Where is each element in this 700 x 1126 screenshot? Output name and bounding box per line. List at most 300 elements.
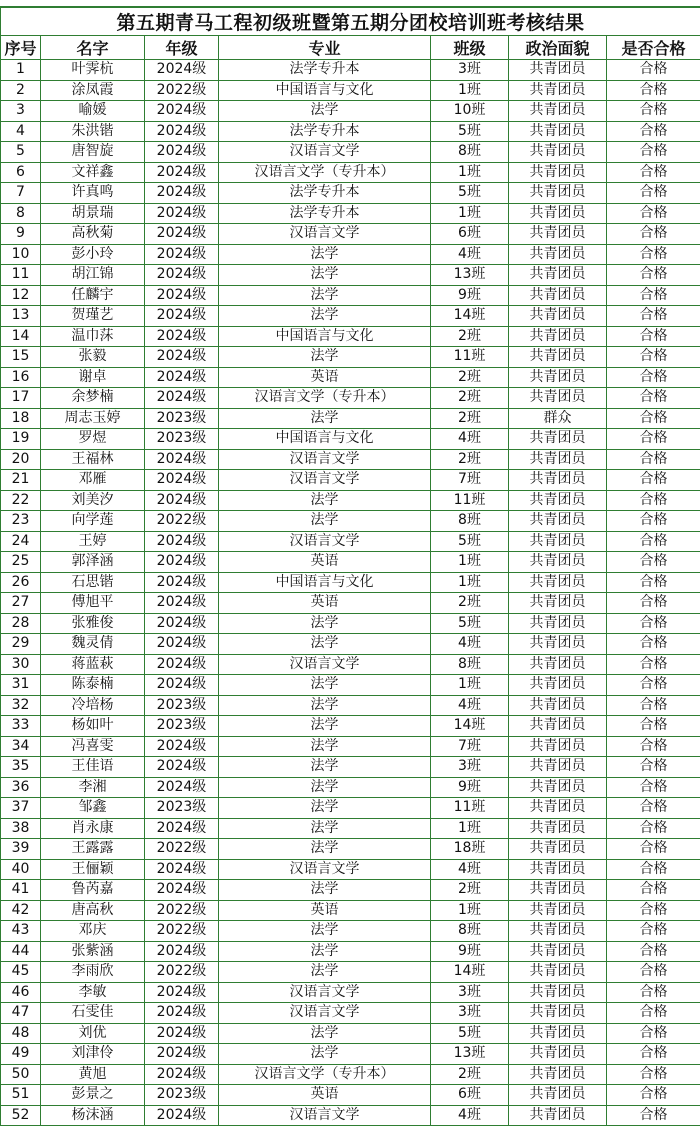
cell-class[interactable]: 2班: [431, 388, 509, 409]
cell-major[interactable]: 汉语言文学: [219, 982, 431, 1003]
cell-name[interactable]: 余梦楠: [41, 388, 145, 409]
cell-political-status[interactable]: 共青团员: [509, 490, 607, 511]
cell-major[interactable]: 汉语言文学: [219, 654, 431, 675]
cell-major[interactable]: 法学: [219, 613, 431, 634]
cell-name[interactable]: 文祥鑫: [41, 162, 145, 183]
cell-name[interactable]: 刘津伶: [41, 1044, 145, 1065]
cell-pass-status[interactable]: 合格: [607, 224, 700, 245]
cell-class[interactable]: 1班: [431, 80, 509, 101]
cell-grade[interactable]: 2024级: [145, 1023, 219, 1044]
cell-pass-status[interactable]: 合格: [607, 326, 700, 347]
cell-pass-status[interactable]: 合格: [607, 695, 700, 716]
cell-political-status[interactable]: 共青团员: [509, 1023, 607, 1044]
cell-major[interactable]: 汉语言文学（专升本）: [219, 162, 431, 183]
cell-class[interactable]: 11班: [431, 798, 509, 819]
cell-grade[interactable]: 2024级: [145, 142, 219, 163]
cell-pass-status[interactable]: 合格: [607, 60, 700, 81]
cell-political-status[interactable]: 共青团员: [509, 798, 607, 819]
cell-pass-status[interactable]: 合格: [607, 408, 700, 429]
cell-political-status[interactable]: 共青团员: [509, 777, 607, 798]
cell-serial-number[interactable]: 29: [1, 634, 41, 655]
cell-political-status[interactable]: 共青团员: [509, 285, 607, 306]
cell-serial-number[interactable]: 5: [1, 142, 41, 163]
cell-name[interactable]: 李敏: [41, 982, 145, 1003]
cell-class[interactable]: 9班: [431, 285, 509, 306]
cell-major[interactable]: 法学: [219, 941, 431, 962]
cell-pass-status[interactable]: 合格: [607, 613, 700, 634]
cell-pass-status[interactable]: 合格: [607, 798, 700, 819]
cell-pass-status[interactable]: 合格: [607, 716, 700, 737]
cell-major[interactable]: 法学: [219, 757, 431, 778]
header-class[interactable]: 班级: [431, 36, 509, 60]
cell-major[interactable]: 法学专升本: [219, 121, 431, 142]
cell-political-status[interactable]: 共青团员: [509, 449, 607, 470]
cell-serial-number[interactable]: 39: [1, 839, 41, 860]
cell-major[interactable]: 法学: [219, 1023, 431, 1044]
cell-major[interactable]: 法学: [219, 736, 431, 757]
cell-name[interactable]: 石思锴: [41, 572, 145, 593]
cell-serial-number[interactable]: 42: [1, 900, 41, 921]
cell-pass-status[interactable]: 合格: [607, 80, 700, 101]
cell-class[interactable]: 14班: [431, 962, 509, 983]
cell-major[interactable]: 法学: [219, 634, 431, 655]
cell-name[interactable]: 王俪颖: [41, 859, 145, 880]
cell-major[interactable]: 法学专升本: [219, 183, 431, 204]
cell-class[interactable]: 4班: [431, 1105, 509, 1126]
cell-grade[interactable]: 2022级: [145, 80, 219, 101]
cell-name[interactable]: 贺瑾艺: [41, 306, 145, 327]
cell-name[interactable]: 石雯佳: [41, 1003, 145, 1024]
cell-serial-number[interactable]: 49: [1, 1044, 41, 1065]
cell-grade[interactable]: 2024级: [145, 183, 219, 204]
cell-grade[interactable]: 2024级: [145, 982, 219, 1003]
cell-class[interactable]: 4班: [431, 859, 509, 880]
cell-name[interactable]: 魏灵倩: [41, 634, 145, 655]
cell-name[interactable]: 王福林: [41, 449, 145, 470]
cell-grade[interactable]: 2024级: [145, 654, 219, 675]
cell-grade[interactable]: 2024级: [145, 162, 219, 183]
cell-class[interactable]: 5班: [431, 613, 509, 634]
cell-class[interactable]: 1班: [431, 203, 509, 224]
cell-serial-number[interactable]: 37: [1, 798, 41, 819]
cell-class[interactable]: 14班: [431, 306, 509, 327]
cell-major[interactable]: 中国语言与文化: [219, 429, 431, 450]
cell-grade[interactable]: 2024级: [145, 203, 219, 224]
cell-class[interactable]: 5班: [431, 121, 509, 142]
cell-class[interactable]: 9班: [431, 941, 509, 962]
header-major[interactable]: 专业: [219, 36, 431, 60]
cell-serial-number[interactable]: 19: [1, 429, 41, 450]
cell-class[interactable]: 1班: [431, 552, 509, 573]
cell-serial-number[interactable]: 21: [1, 470, 41, 491]
cell-name[interactable]: 涂凤霞: [41, 80, 145, 101]
cell-class[interactable]: 1班: [431, 818, 509, 839]
cell-name[interactable]: 蒋蓝萩: [41, 654, 145, 675]
cell-name[interactable]: 许真鸣: [41, 183, 145, 204]
cell-pass-status[interactable]: 合格: [607, 1105, 700, 1126]
cell-name[interactable]: 唐智旋: [41, 142, 145, 163]
cell-major[interactable]: 法学: [219, 347, 431, 368]
cell-serial-number[interactable]: 47: [1, 1003, 41, 1024]
cell-serial-number[interactable]: 28: [1, 613, 41, 634]
cell-class[interactable]: 8班: [431, 654, 509, 675]
cell-name[interactable]: 郭泽涵: [41, 552, 145, 573]
cell-name[interactable]: 杨如叶: [41, 716, 145, 737]
cell-class[interactable]: 3班: [431, 60, 509, 81]
cell-political-status[interactable]: 共青团员: [509, 859, 607, 880]
cell-serial-number[interactable]: 30: [1, 654, 41, 675]
cell-grade[interactable]: 2024级: [145, 1044, 219, 1065]
cell-grade[interactable]: 2024级: [145, 1105, 219, 1126]
cell-name[interactable]: 周志玉婷: [41, 408, 145, 429]
cell-serial-number[interactable]: 25: [1, 552, 41, 573]
cell-serial-number[interactable]: 26: [1, 572, 41, 593]
cell-pass-status[interactable]: 合格: [607, 244, 700, 265]
cell-major[interactable]: 法学: [219, 675, 431, 696]
cell-political-status[interactable]: 共青团员: [509, 1064, 607, 1085]
cell-serial-number[interactable]: 41: [1, 880, 41, 901]
cell-pass-status[interactable]: 合格: [607, 183, 700, 204]
cell-class[interactable]: 7班: [431, 736, 509, 757]
cell-serial-number[interactable]: 8: [1, 203, 41, 224]
cell-name[interactable]: 肖永康: [41, 818, 145, 839]
cell-class[interactable]: 2班: [431, 1064, 509, 1085]
cell-pass-status[interactable]: 合格: [607, 162, 700, 183]
cell-name[interactable]: 张毅: [41, 347, 145, 368]
cell-political-status[interactable]: 共青团员: [509, 941, 607, 962]
cell-name[interactable]: 胡江锦: [41, 265, 145, 286]
cell-serial-number[interactable]: 34: [1, 736, 41, 757]
cell-name[interactable]: 张雅俊: [41, 613, 145, 634]
cell-name[interactable]: 喻媛: [41, 101, 145, 122]
cell-political-status[interactable]: 共青团员: [509, 613, 607, 634]
cell-class[interactable]: 13班: [431, 1044, 509, 1065]
cell-grade[interactable]: 2024级: [145, 818, 219, 839]
cell-pass-status[interactable]: 合格: [607, 1044, 700, 1065]
cell-pass-status[interactable]: 合格: [607, 962, 700, 983]
cell-class[interactable]: 6班: [431, 1085, 509, 1106]
cell-political-status[interactable]: 共青团员: [509, 101, 607, 122]
cell-pass-status[interactable]: 合格: [607, 593, 700, 614]
cell-grade[interactable]: 2024级: [145, 941, 219, 962]
cell-serial-number[interactable]: 50: [1, 1064, 41, 1085]
cell-political-status[interactable]: 共青团员: [509, 695, 607, 716]
cell-major[interactable]: 汉语言文学（专升本）: [219, 388, 431, 409]
cell-serial-number[interactable]: 17: [1, 388, 41, 409]
cell-grade[interactable]: 2024级: [145, 306, 219, 327]
cell-major[interactable]: 法学: [219, 490, 431, 511]
cell-political-status[interactable]: 共青团员: [509, 675, 607, 696]
cell-class[interactable]: 5班: [431, 183, 509, 204]
cell-serial-number[interactable]: 33: [1, 716, 41, 737]
cell-political-status[interactable]: 共青团员: [509, 511, 607, 532]
cell-class[interactable]: 8班: [431, 921, 509, 942]
header-pass-status[interactable]: 是否合格: [607, 36, 700, 60]
cell-class[interactable]: 11班: [431, 490, 509, 511]
cell-class[interactable]: 2班: [431, 449, 509, 470]
cell-political-status[interactable]: 共青团员: [509, 60, 607, 81]
cell-name[interactable]: 邹鑫: [41, 798, 145, 819]
cell-serial-number[interactable]: 23: [1, 511, 41, 532]
cell-class[interactable]: 2班: [431, 880, 509, 901]
cell-major[interactable]: 法学: [219, 285, 431, 306]
cell-grade[interactable]: 2024级: [145, 224, 219, 245]
cell-major[interactable]: 英语: [219, 552, 431, 573]
cell-grade[interactable]: 2023级: [145, 408, 219, 429]
cell-major[interactable]: 汉语言文学: [219, 224, 431, 245]
cell-name[interactable]: 谢卓: [41, 367, 145, 388]
cell-name[interactable]: 任麟宇: [41, 285, 145, 306]
cell-pass-status[interactable]: 合格: [607, 1003, 700, 1024]
cell-class[interactable]: 1班: [431, 900, 509, 921]
cell-political-status[interactable]: 共青团员: [509, 839, 607, 860]
cell-serial-number[interactable]: 4: [1, 121, 41, 142]
cell-grade[interactable]: 2024级: [145, 675, 219, 696]
cell-major[interactable]: 中国语言与文化: [219, 80, 431, 101]
cell-class[interactable]: 1班: [431, 572, 509, 593]
cell-serial-number[interactable]: 16: [1, 367, 41, 388]
cell-political-status[interactable]: 共青团员: [509, 552, 607, 573]
cell-pass-status[interactable]: 合格: [607, 101, 700, 122]
cell-serial-number[interactable]: 46: [1, 982, 41, 1003]
cell-pass-status[interactable]: 合格: [607, 777, 700, 798]
cell-major[interactable]: 法学: [219, 777, 431, 798]
cell-major[interactable]: 法学: [219, 798, 431, 819]
cell-serial-number[interactable]: 13: [1, 306, 41, 327]
cell-name[interactable]: 冷培杨: [41, 695, 145, 716]
cell-class[interactable]: 10班: [431, 101, 509, 122]
cell-political-status[interactable]: 共青团员: [509, 244, 607, 265]
cell-class[interactable]: 2班: [431, 593, 509, 614]
cell-political-status[interactable]: 群众: [509, 408, 607, 429]
cell-name[interactable]: 黄旭: [41, 1064, 145, 1085]
cell-pass-status[interactable]: 合格: [607, 347, 700, 368]
cell-serial-number[interactable]: 6: [1, 162, 41, 183]
cell-name[interactable]: 刘优: [41, 1023, 145, 1044]
cell-class[interactable]: 4班: [431, 695, 509, 716]
cell-major[interactable]: 法学: [219, 880, 431, 901]
cell-serial-number[interactable]: 14: [1, 326, 41, 347]
cell-grade[interactable]: 2024级: [145, 593, 219, 614]
cell-grade[interactable]: 2023级: [145, 429, 219, 450]
cell-political-status[interactable]: 共青团员: [509, 921, 607, 942]
cell-political-status[interactable]: 共青团员: [509, 654, 607, 675]
cell-grade[interactable]: 2024级: [145, 777, 219, 798]
cell-pass-status[interactable]: 合格: [607, 388, 700, 409]
cell-class[interactable]: 8班: [431, 142, 509, 163]
cell-name[interactable]: 王佳语: [41, 757, 145, 778]
cell-serial-number[interactable]: 2: [1, 80, 41, 101]
cell-major[interactable]: 汉语言文学（专升本）: [219, 1064, 431, 1085]
cell-name[interactable]: 叶霁杭: [41, 60, 145, 81]
cell-grade[interactable]: 2024级: [145, 1003, 219, 1024]
cell-class[interactable]: 8班: [431, 511, 509, 532]
cell-political-status[interactable]: 共青团员: [509, 347, 607, 368]
cell-name[interactable]: 罗煜: [41, 429, 145, 450]
cell-name[interactable]: 向学莲: [41, 511, 145, 532]
cell-grade[interactable]: 2024级: [145, 60, 219, 81]
cell-class[interactable]: 7班: [431, 470, 509, 491]
cell-major[interactable]: 法学: [219, 408, 431, 429]
cell-serial-number[interactable]: 31: [1, 675, 41, 696]
cell-pass-status[interactable]: 合格: [607, 1023, 700, 1044]
cell-grade[interactable]: 2024级: [145, 572, 219, 593]
cell-serial-number[interactable]: 52: [1, 1105, 41, 1126]
cell-grade[interactable]: 2023级: [145, 695, 219, 716]
cell-political-status[interactable]: 共青团员: [509, 531, 607, 552]
cell-grade[interactable]: 2022级: [145, 921, 219, 942]
cell-pass-status[interactable]: 合格: [607, 511, 700, 532]
cell-serial-number[interactable]: 1: [1, 60, 41, 81]
cell-political-status[interactable]: 共青团员: [509, 716, 607, 737]
cell-pass-status[interactable]: 合格: [607, 982, 700, 1003]
cell-grade[interactable]: 2022级: [145, 839, 219, 860]
header-serial-number[interactable]: 序号: [1, 36, 41, 60]
cell-major[interactable]: 法学: [219, 306, 431, 327]
cell-serial-number[interactable]: 20: [1, 449, 41, 470]
cell-grade[interactable]: 2024级: [145, 388, 219, 409]
cell-serial-number[interactable]: 22: [1, 490, 41, 511]
cell-political-status[interactable]: 共青团员: [509, 880, 607, 901]
cell-major[interactable]: 法学: [219, 695, 431, 716]
cell-class[interactable]: 13班: [431, 265, 509, 286]
cell-pass-status[interactable]: 合格: [607, 634, 700, 655]
cell-name[interactable]: 王婷: [41, 531, 145, 552]
cell-grade[interactable]: 2024级: [145, 880, 219, 901]
cell-name[interactable]: 彭景之: [41, 1085, 145, 1106]
cell-serial-number[interactable]: 24: [1, 531, 41, 552]
cell-grade[interactable]: 2023级: [145, 716, 219, 737]
cell-grade[interactable]: 2024级: [145, 449, 219, 470]
cell-major[interactable]: 法学专升本: [219, 60, 431, 81]
cell-major[interactable]: 中国语言与文化: [219, 326, 431, 347]
cell-pass-status[interactable]: 合格: [607, 531, 700, 552]
cell-pass-status[interactable]: 合格: [607, 921, 700, 942]
cell-name[interactable]: 唐高秋: [41, 900, 145, 921]
cell-class[interactable]: 14班: [431, 716, 509, 737]
cell-political-status[interactable]: 共青团员: [509, 757, 607, 778]
cell-political-status[interactable]: 共青团员: [509, 962, 607, 983]
cell-name[interactable]: 刘美汐: [41, 490, 145, 511]
cell-grade[interactable]: 2024级: [145, 1064, 219, 1085]
cell-class[interactable]: 18班: [431, 839, 509, 860]
cell-pass-status[interactable]: 合格: [607, 265, 700, 286]
cell-name[interactable]: 温巾莯: [41, 326, 145, 347]
cell-class[interactable]: 3班: [431, 757, 509, 778]
cell-grade[interactable]: 2024级: [145, 531, 219, 552]
cell-class[interactable]: 3班: [431, 982, 509, 1003]
cell-name[interactable]: 李雨欣: [41, 962, 145, 983]
cell-serial-number[interactable]: 44: [1, 941, 41, 962]
cell-class[interactable]: 1班: [431, 162, 509, 183]
cell-political-status[interactable]: 共青团员: [509, 1105, 607, 1126]
cell-major[interactable]: 汉语言文学: [219, 859, 431, 880]
cell-major[interactable]: 英语: [219, 367, 431, 388]
cell-pass-status[interactable]: 合格: [607, 859, 700, 880]
cell-political-status[interactable]: 共青团员: [509, 265, 607, 286]
cell-political-status[interactable]: 共青团员: [509, 634, 607, 655]
cell-pass-status[interactable]: 合格: [607, 1064, 700, 1085]
cell-name[interactable]: 李湘: [41, 777, 145, 798]
cell-major[interactable]: 汉语言文学: [219, 1105, 431, 1126]
cell-serial-number[interactable]: 38: [1, 818, 41, 839]
cell-pass-status[interactable]: 合格: [607, 470, 700, 491]
cell-political-status[interactable]: 共青团员: [509, 121, 607, 142]
cell-pass-status[interactable]: 合格: [607, 203, 700, 224]
cell-pass-status[interactable]: 合格: [607, 490, 700, 511]
cell-serial-number[interactable]: 18: [1, 408, 41, 429]
cell-class[interactable]: 1班: [431, 675, 509, 696]
cell-major[interactable]: 法学: [219, 101, 431, 122]
cell-name[interactable]: 邓雁: [41, 470, 145, 491]
cell-pass-status[interactable]: 合格: [607, 818, 700, 839]
cell-serial-number[interactable]: 48: [1, 1023, 41, 1044]
cell-serial-number[interactable]: 12: [1, 285, 41, 306]
cell-major[interactable]: 英语: [219, 1085, 431, 1106]
cell-class[interactable]: 2班: [431, 326, 509, 347]
cell-name[interactable]: 鲁芮嘉: [41, 880, 145, 901]
cell-class[interactable]: 4班: [431, 634, 509, 655]
cell-class[interactable]: 5班: [431, 1023, 509, 1044]
cell-name[interactable]: 邓庆: [41, 921, 145, 942]
cell-political-status[interactable]: 共青团员: [509, 429, 607, 450]
cell-serial-number[interactable]: 35: [1, 757, 41, 778]
cell-serial-number[interactable]: 11: [1, 265, 41, 286]
cell-pass-status[interactable]: 合格: [607, 367, 700, 388]
cell-class[interactable]: 4班: [431, 429, 509, 450]
cell-pass-status[interactable]: 合格: [607, 142, 700, 163]
cell-major[interactable]: 中国语言与文化: [219, 572, 431, 593]
cell-major[interactable]: 汉语言文学: [219, 531, 431, 552]
cell-political-status[interactable]: 共青团员: [509, 1044, 607, 1065]
cell-political-status[interactable]: 共青团员: [509, 388, 607, 409]
cell-class[interactable]: 9班: [431, 777, 509, 798]
cell-grade[interactable]: 2024级: [145, 121, 219, 142]
cell-class[interactable]: 4班: [431, 244, 509, 265]
cell-political-status[interactable]: 共青团员: [509, 224, 607, 245]
cell-class[interactable]: 11班: [431, 347, 509, 368]
header-political-status[interactable]: 政治面貌: [509, 36, 607, 60]
cell-grade[interactable]: 2022级: [145, 900, 219, 921]
cell-grade[interactable]: 2024级: [145, 634, 219, 655]
cell-name[interactable]: 杨沫涵: [41, 1105, 145, 1126]
cell-pass-status[interactable]: 合格: [607, 900, 700, 921]
cell-grade[interactable]: 2024级: [145, 757, 219, 778]
cell-major[interactable]: 法学: [219, 839, 431, 860]
cell-political-status[interactable]: 共青团员: [509, 367, 607, 388]
cell-political-status[interactable]: 共青团员: [509, 818, 607, 839]
cell-grade[interactable]: 2023级: [145, 798, 219, 819]
cell-political-status[interactable]: 共青团员: [509, 1085, 607, 1106]
cell-grade[interactable]: 2024级: [145, 859, 219, 880]
cell-pass-status[interactable]: 合格: [607, 736, 700, 757]
cell-name[interactable]: 冯喜雯: [41, 736, 145, 757]
cell-political-status[interactable]: 共青团员: [509, 183, 607, 204]
cell-grade[interactable]: 2023级: [145, 1085, 219, 1106]
cell-political-status[interactable]: 共青团员: [509, 593, 607, 614]
cell-major[interactable]: 汉语言文学: [219, 142, 431, 163]
cell-name[interactable]: 王露露: [41, 839, 145, 860]
cell-serial-number[interactable]: 27: [1, 593, 41, 614]
header-grade[interactable]: 年级: [145, 36, 219, 60]
cell-pass-status[interactable]: 合格: [607, 306, 700, 327]
cell-grade[interactable]: 2024级: [145, 470, 219, 491]
cell-pass-status[interactable]: 合格: [607, 429, 700, 450]
cell-grade[interactable]: 2024级: [145, 367, 219, 388]
cell-name[interactable]: 张紫涵: [41, 941, 145, 962]
cell-major[interactable]: 法学: [219, 716, 431, 737]
cell-major[interactable]: 法学: [219, 265, 431, 286]
